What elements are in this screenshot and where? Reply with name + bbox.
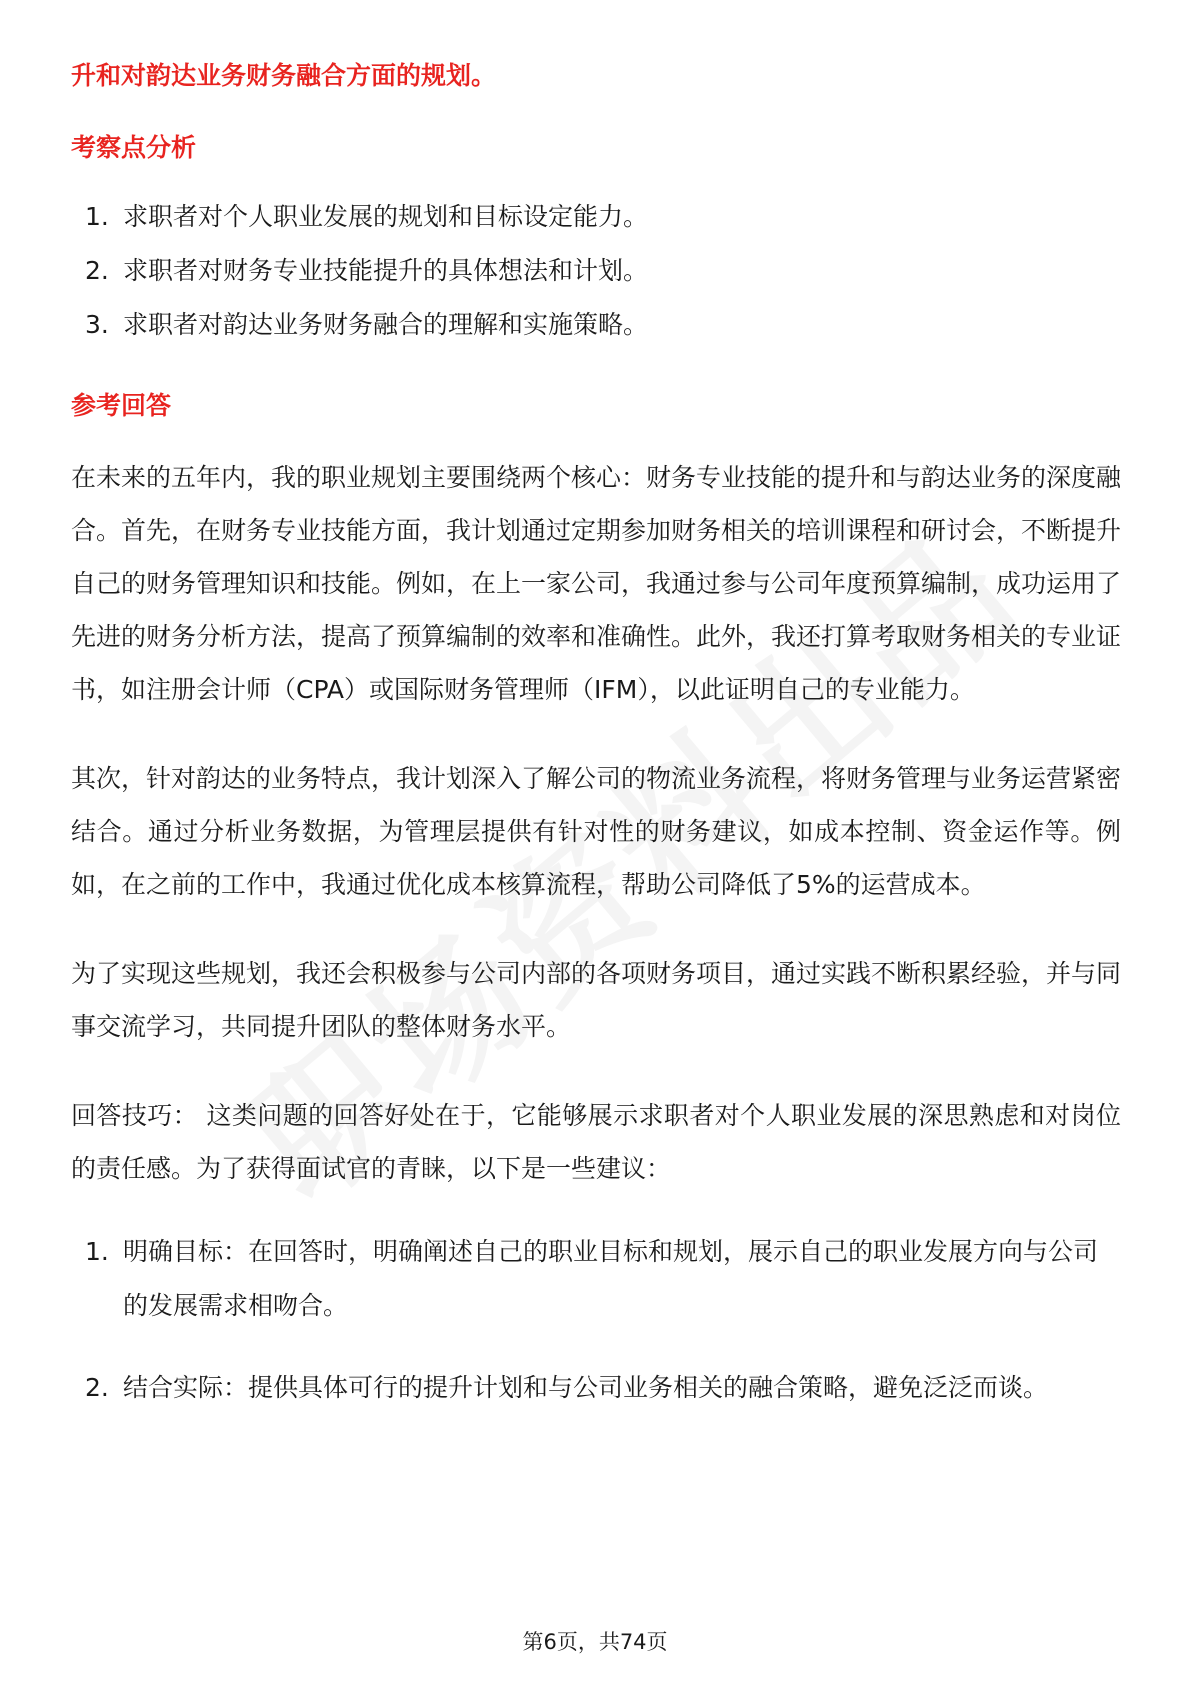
list-text: 明确目标：在回答时，明确阐述自己的职业目标和规划，展示自己的职业发展方向与公司的发展需求相吻合。 <box>123 1237 1099 1320</box>
answer-heading: 参考回答 <box>71 391 172 420</box>
answer-paragraph: 其次，针对韵达的业务特点，我计划深入了解公司的物流业务流程，将财务管理与业务运营紧密结合。通过分析业务数据，为管理层提供有针对性的财务建议，如成本控制、资金运作等。例如，在之前的工作中，我通过优化成本核算流程，帮助公司降低了5%的运营成本。 <box>71 764 1122 899</box>
list-text: 求职者对财务专业技能提升的具体想法和计划。 <box>123 256 649 285</box>
header-line: 升和对韵达业务财务融合方面的规划。 <box>71 61 497 90</box>
list-text: 求职者对个人职业发展的规划和目标设定能力。 <box>123 202 649 231</box>
list-number: 1. <box>85 202 109 231</box>
list-item <box>71 298 1121 352</box>
list-item <box>71 1361 1121 1415</box>
answer-paragraph: 在未来的五年内，我的职业规划主要围绕两个核心：财务专业技能的提升和与韵达业务的深度融合。首先，在财务专业技能方面，我计划通过定期参加财务相关的培训课程和研讨会，不断提升自己的财务管理知识和技能。例如，在上一家公司，我通过参与公司年度预算编制，成功运用了先进的财务分析方法，提高了预算编制的效率和准确性。此外，我还打算考取财务相关的专业证书，如注册会计师（CPA）或国际财务管理师（IFM），以此证明自己的专业能力。 <box>71 463 1122 704</box>
list-item <box>71 244 1121 298</box>
list-text: 求职者对韵达业务财务融合的理解和实施策略。 <box>123 310 649 339</box>
list-number: 2. <box>85 1373 109 1402</box>
tips-list <box>71 1225 1121 1415</box>
analysis-list <box>71 190 1121 352</box>
list-item <box>71 190 1121 244</box>
list-number: 2. <box>85 256 109 285</box>
tips-intro: 回答技巧： 这类问题的回答好处在于，它能够展示求职者对个人职业发展的深思熟虑和对岗位的责任感。为了获得面试官的青睐，以下是一些建议： <box>71 1101 1121 1183</box>
list-item <box>71 1225 1121 1333</box>
page-footer: 第6页，共74页 <box>522 1630 668 1654</box>
analysis-heading: 考察点分析 <box>71 133 197 162</box>
answer-paragraph: 为了实现这些规划，我还会积极参与公司内部的各项财务项目，通过实践不断积累经验，并与同事交流学习，共同提升团队的整体财务水平。 <box>71 959 1122 1041</box>
list-number: 1. <box>85 1237 109 1266</box>
document-page <box>71 50 1121 1443</box>
list-text: 结合实际：提供具体可行的提升计划和与公司业务相关的融合策略，避免泛泛而谈。 <box>123 1373 1049 1402</box>
list-number: 3. <box>85 310 109 339</box>
